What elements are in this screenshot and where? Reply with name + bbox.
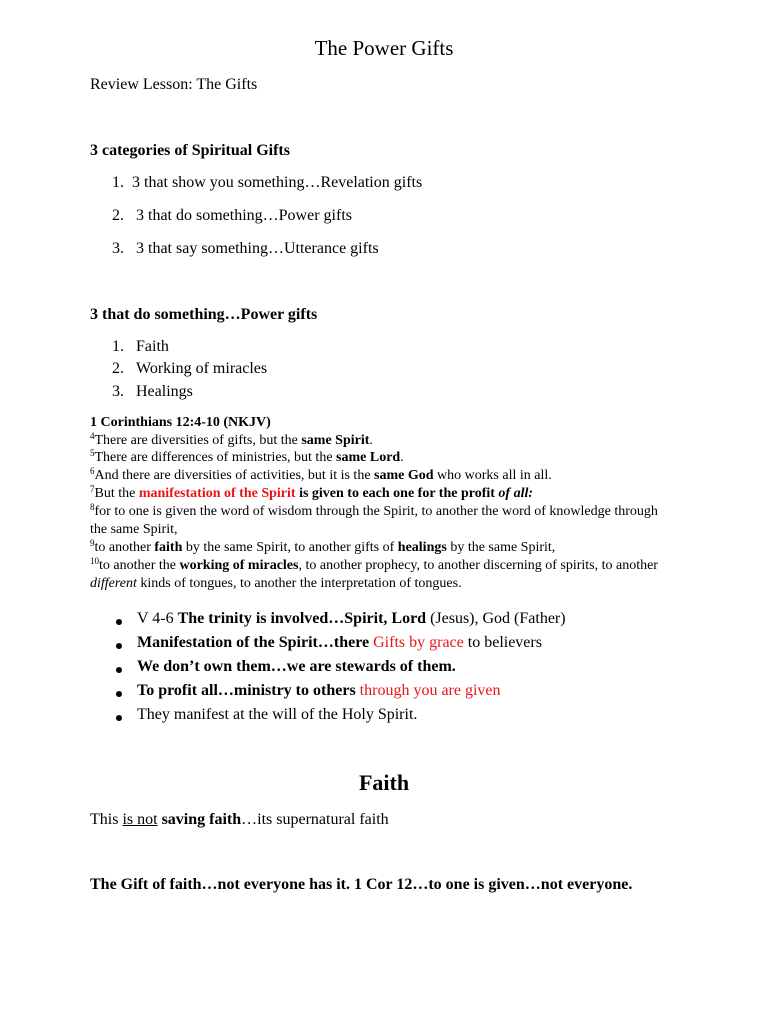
faith-line-1 xyxy=(90,811,389,829)
page-title: The Power Gifts xyxy=(314,36,454,60)
verse-7 xyxy=(90,485,533,502)
bullet-item-1 xyxy=(137,610,566,628)
power-gift-number: 2. xyxy=(112,360,124,377)
power-gift-item-3 xyxy=(112,383,193,401)
verse-number: 8 xyxy=(90,502,95,512)
bullet-item-4 xyxy=(137,682,501,700)
verse-number: 5 xyxy=(90,448,95,458)
bullet-dot xyxy=(116,691,122,697)
verse-number: 10 xyxy=(90,556,99,566)
categories-heading: 3 categories of Spiritual Gifts xyxy=(90,142,290,159)
verse-emphasis-red: manifestation of the Spirit xyxy=(138,486,296,501)
bullet-text: (Jesus), God (Father) xyxy=(426,610,566,627)
bullet-dot xyxy=(116,643,122,649)
category-item-number: 3. xyxy=(112,240,124,257)
faith-heading: Faith xyxy=(358,770,410,795)
power-gift-text: Working of miracles xyxy=(136,360,268,377)
verse-emphasis-italic: of all: xyxy=(498,486,534,501)
verse-text: . xyxy=(400,450,404,465)
bullet-emphasis: To profit all…ministry to others xyxy=(137,682,360,699)
category-item-number: 2. xyxy=(112,207,124,224)
verse-text: kinds of tongues, to another the interpretation of tongues. xyxy=(136,576,462,591)
verse-emphasis-italic: different xyxy=(90,576,137,591)
power-gift-number: 3. xyxy=(112,383,124,400)
verse-text: to another xyxy=(94,540,155,555)
review-lesson-line: Review Lesson: The Gifts xyxy=(90,76,258,93)
verse-text: , to another prophecy, to another discerning of spirits, to another xyxy=(298,558,658,573)
verse-text: But the xyxy=(94,486,139,501)
verse-number: 4 xyxy=(90,431,95,441)
verse-number: 9 xyxy=(90,538,95,548)
bullet-dot xyxy=(116,619,122,625)
verse-text: . xyxy=(369,433,373,448)
power-gift-number: 1. xyxy=(112,338,124,355)
bullet-item-5: They manifest at the will of the Holy Spirit. xyxy=(137,706,418,723)
bullet-emphasis: Manifestation of the Spirit…there xyxy=(137,634,374,651)
category-item-1 xyxy=(112,174,422,192)
verse-10 xyxy=(90,557,658,574)
verse-8 xyxy=(90,503,658,520)
faith-text-underlined: is not xyxy=(122,811,158,828)
power-gift-text: Healings xyxy=(136,383,193,400)
verse-text: to another the xyxy=(99,558,180,573)
faith-emphasis: saving faith xyxy=(161,811,242,828)
power-gift-text: Faith xyxy=(136,338,169,355)
verse-text: There are differences of ministries, but the xyxy=(94,450,337,465)
verse-emphasis: working of miracles xyxy=(179,558,299,573)
verse-8-continued: the same Spirit, xyxy=(90,522,178,537)
bullet-item-3: We don’t own them…we are stewards of them. xyxy=(137,658,456,675)
verse-text: by the same Spirit, xyxy=(446,540,556,555)
verse-emphasis: same God xyxy=(374,468,434,483)
verse-text: for to one is given the word of wisdom through the Spirit, to another the word of knowledge through xyxy=(94,504,658,519)
verse-5 xyxy=(90,449,404,466)
category-item-text: 3 that do something…Power gifts xyxy=(136,207,352,224)
faith-text: This xyxy=(90,811,123,828)
bullet-item-2 xyxy=(137,634,542,652)
bullet-text: to believers xyxy=(463,634,542,651)
verse-6 xyxy=(90,467,552,484)
bullet-text-red: through you are given xyxy=(359,682,501,699)
verse-10-continued xyxy=(90,575,462,592)
scripture-reference: 1 Corinthians 12:4-10 (NKJV) xyxy=(90,415,271,430)
category-item-text: 3 that say something…Utterance gifts xyxy=(136,240,379,257)
verse-9 xyxy=(90,539,555,556)
category-item-2 xyxy=(112,207,352,225)
verse-emphasis: same Lord xyxy=(336,450,401,465)
power-gifts-heading: 3 that do something…Power gifts xyxy=(90,306,318,323)
power-gift-item-2 xyxy=(112,360,267,378)
faith-line-2: The Gift of faith…not everyone has it. 1 Cor 12…to one is given…not everyone. xyxy=(90,876,633,893)
verse-text: There are diversities of gifts, but the xyxy=(94,433,302,448)
power-gift-item-1 xyxy=(112,338,169,356)
faith-text: …its supernatural faith xyxy=(241,811,389,828)
verse-emphasis: healings xyxy=(397,540,447,555)
bullet-dot xyxy=(116,715,122,721)
verse-text: And there are diversities of activities, but it is the xyxy=(94,468,375,483)
verse-number: 7 xyxy=(90,484,95,494)
verse-text: by the same Spirit, to another gifts of xyxy=(182,540,398,555)
verse-text: who works all in all. xyxy=(433,468,552,483)
verse-emphasis: same Spirit xyxy=(301,433,370,448)
verse-number: 6 xyxy=(90,466,95,476)
verse-4 xyxy=(90,432,373,449)
category-item-3 xyxy=(112,240,379,258)
category-item-text: 3 that show you something…Revelation gifts xyxy=(132,174,423,191)
category-item-number: 1. xyxy=(112,174,124,191)
bullet-emphasis: The trinity is involved…Spirit, Lord xyxy=(177,610,427,627)
verse-emphasis: is given to each one for the profit xyxy=(295,486,499,501)
bullet-dot xyxy=(116,667,122,673)
verse-emphasis: faith xyxy=(154,540,183,555)
bullet-text: V 4-6 xyxy=(137,610,178,627)
bullet-text-red: Gifts by grace xyxy=(373,634,464,651)
